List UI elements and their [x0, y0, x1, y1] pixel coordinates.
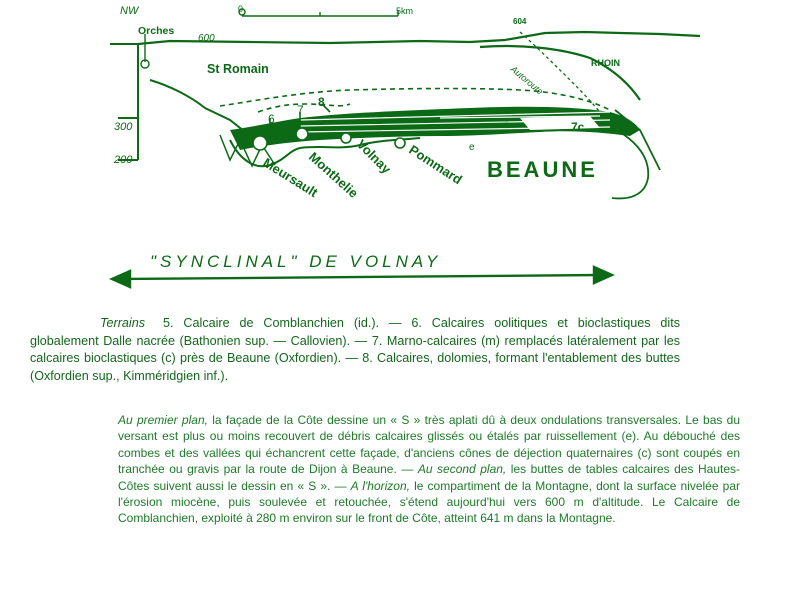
place-monthelie: Monthelie — [305, 149, 362, 201]
scale-end-label: 5km — [396, 6, 414, 16]
compass-label: NW — [120, 5, 139, 17]
altitude-tick-600: 600 — [198, 33, 215, 44]
layer-label-7: 7 — [297, 103, 304, 117]
layer-label-e: e — [469, 142, 475, 153]
legend-heading: Terrains — [100, 316, 146, 330]
orches-marker — [141, 34, 149, 68]
altitude-axis — [110, 44, 138, 160]
place-rhoin: RHOIN — [591, 58, 620, 68]
caption-text-3: le compartiment de la Montagne, dont la surface nivelée par l'érosion miocène, puis soulevée et retouchée, s'étend aujourd'hui vers 600 m d'altitude. Le Calcaire de Comblanchien, exploité à 280 m environ sur le front de Côte, atteint 641 m dans la Montagne. — [118, 478, 740, 526]
layer-label-6: 6 — [268, 112, 275, 126]
place-meursault: Meursault — [260, 154, 321, 201]
legend — [30, 315, 680, 385]
place-st-romain: St Romain — [207, 62, 269, 76]
caption — [118, 412, 740, 527]
place-beaune: BEAUNE — [487, 157, 598, 182]
diagram-title: "SYNCLINAL" DE VOLNAY — [150, 252, 442, 271]
place-pommard: Pommard — [406, 141, 465, 188]
altitude-tick-200: 200 — [114, 154, 133, 166]
altitude-tick-300: 300 — [114, 121, 133, 133]
caption-lead-3: A l'horizon, — [350, 478, 410, 493]
place-autoroute: Autoroute — [508, 63, 546, 97]
place-orches: Orches — [138, 25, 175, 37]
place-volnay: Volnay — [353, 136, 394, 177]
caption-lead-1: Au premier plan, — [118, 413, 208, 427]
layer-label-7c: 7c — [571, 120, 585, 134]
legend-text: 5. Calcaire de Comblanchien (id.). — 6. Calcaires oolitiques et bioclastiques dits globalement Dalle nacrée (Bathonien sup. — Callovien). — 7. Marno-calcaires (m) remplacés latéralement par les calcaires bioclastiques (c) près de Beaune (Oxfordien). — 8. Calcaires, dolomies, formant l'entablement des buttes (Oxfordien sup., Kimméridgien inf.). — [30, 316, 680, 383]
caption-text-2: les buttes de tables calcaires des Hautes-Côtes suivent aussi le dessin en « S ». — — [118, 462, 741, 493]
layer-label-8: 8 — [318, 95, 325, 109]
scale-bar — [239, 9, 398, 16]
peak-label: 604 — [513, 17, 527, 26]
caption-lead-2: Au second plan, — [417, 462, 507, 477]
caption-text-1: la façade de la Côte dessine un « S » très aplati dû à deux ondulations transversales. Le bas du versant est plus ou moins recouvert de débris calcaires glissés ou étalés par ruissellement (e). Au débouché des combes et des vallées qui échancrent cette façade, d'anciens cônes de déjection quaternaires (c) sont coupés en tranchée ou gravis par la route de Dijon à Beaune. — — [118, 413, 741, 477]
scale-start-label: 0 — [238, 4, 244, 14]
